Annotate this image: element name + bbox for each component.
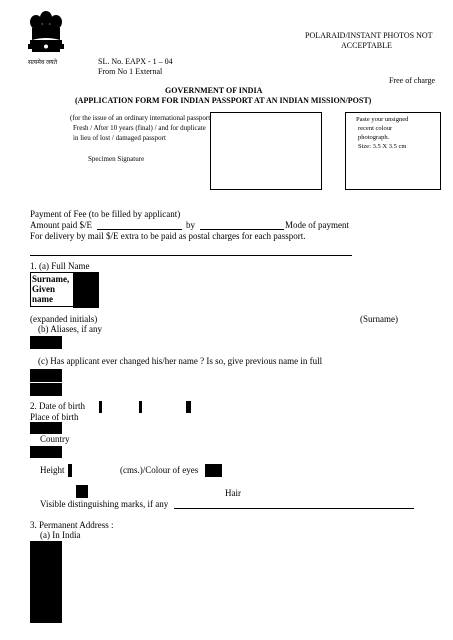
photo-instruction-4: Size: 3.5 X 3.5 cm: [358, 143, 407, 150]
character-box[interactable]: [61, 582, 62, 596]
character-box[interactable]: [61, 542, 62, 556]
form-title-line2: (APPLICATION FORM FOR INDIAN PASSPORT AT AN INDIAN MISSION/POST): [75, 96, 372, 105]
cms-eyes-label: (cms.)/Colour of eyes: [120, 465, 199, 475]
permanent-address-heading: 3. Permanent Address :: [30, 520, 114, 530]
character-box-row: [187, 402, 191, 413]
character-box[interactable]: [61, 370, 62, 382]
character-box-row: [31, 555, 62, 569]
expanded-initials-label: (expanded initials): [30, 314, 98, 324]
hair-label: Hair: [225, 488, 241, 498]
character-box[interactable]: [101, 402, 102, 413]
character-box-row: [31, 609, 62, 623]
character-box-table[interactable]: [76, 485, 88, 498]
character-box[interactable]: [61, 337, 62, 349]
character-box-table[interactable]: [186, 401, 191, 413]
character-box-table[interactable]: [30, 336, 62, 349]
character-box-row: [31, 384, 62, 396]
character-box[interactable]: [61, 596, 62, 610]
character-box-row: [31, 582, 62, 596]
date-of-birth-label: 2. Date of birth: [30, 401, 85, 411]
character-box-table[interactable]: [30, 446, 62, 458]
amount-paid-line[interactable]: [97, 229, 182, 230]
character-box-table[interactable]: [30, 541, 62, 623]
purpose-line1: (for the issue of an ordinary international passport: [70, 114, 211, 122]
character-box-row: [100, 402, 102, 413]
surname-right-label: (Surname): [360, 314, 398, 324]
country-label: Country: [40, 434, 70, 444]
national-emblem: [20, 6, 72, 68]
payment-divider: [30, 255, 352, 256]
character-box-row: [31, 542, 62, 556]
character-box-row: [140, 402, 142, 413]
form-number: From No 1 External: [98, 67, 163, 76]
changed-name-label: (c) Has applicant ever changed his/her name ? Is so, give previous name in full: [38, 356, 323, 366]
character-box-row: [69, 465, 72, 477]
character-box[interactable]: [221, 465, 222, 477]
serial-number: SL. No. EAPX - 1 – 04: [98, 57, 173, 66]
distinguishing-marks-label: Visible distinguishing marks, if any: [40, 499, 169, 509]
full-name-heading: 1. (a) Full Name: [30, 261, 90, 271]
payment-heading: Payment of Fee (to be filled by applicant): [30, 209, 181, 219]
character-box[interactable]: [98, 284, 99, 296]
character-box-table[interactable]: [30, 383, 62, 396]
character-box[interactable]: [61, 569, 62, 583]
character-box-row: [31, 337, 62, 349]
by-line[interactable]: [200, 229, 284, 230]
character-box[interactable]: [190, 402, 191, 413]
character-box-row: [206, 465, 222, 477]
polaroid-note-line2: ACCEPTABLE: [341, 41, 392, 50]
character-box-row: [31, 370, 62, 382]
character-box-table[interactable]: [73, 272, 99, 308]
free-of-charge: Free of charge: [389, 76, 436, 85]
character-box[interactable]: [61, 423, 62, 434]
character-box[interactable]: [87, 486, 88, 498]
aliases-label: (b) Aliases, if any: [38, 324, 102, 334]
mode-of-payment-label: Mode of payment: [285, 220, 349, 230]
character-box-table[interactable]: [99, 401, 102, 413]
character-box[interactable]: [61, 555, 62, 569]
specimen-signature-label: Specimen Signature: [88, 155, 145, 163]
character-box-table[interactable]: [205, 464, 222, 477]
name-label: name: [32, 294, 53, 304]
distinguishing-marks-line[interactable]: [174, 508, 414, 509]
character-box-table[interactable]: [68, 464, 72, 477]
given-label: Given: [32, 284, 56, 294]
character-box-row: [74, 284, 99, 296]
character-box-row: [77, 486, 88, 498]
in-india-label: (a) In India: [40, 530, 81, 540]
purpose-line2: Fresh / After 10 years (final) / and for duplicate: [73, 124, 206, 132]
emblem-caption: सत्यमेव जयते: [28, 60, 58, 66]
place-of-birth-label: Place of birth: [30, 412, 79, 422]
character-box[interactable]: [61, 447, 62, 458]
character-box-table[interactable]: [30, 422, 62, 434]
character-box-table[interactable]: [30, 369, 62, 382]
polaroid-note-line1: POLARAID/INSTANT PHOTOS NOT: [305, 31, 433, 40]
photo-instruction-1: Paste your unsigned: [356, 116, 409, 123]
form-title-line1: GOVERNMENT OF INDIA: [165, 86, 263, 95]
surname-label: Surname,: [32, 274, 70, 284]
character-box-table[interactable]: [139, 401, 142, 413]
character-box-row: [31, 447, 62, 458]
character-box[interactable]: [61, 609, 62, 623]
character-box[interactable]: [98, 273, 99, 285]
character-box[interactable]: [71, 465, 72, 477]
photo-instruction-3: photograph.: [358, 134, 390, 141]
character-box-row: [74, 273, 99, 285]
purpose-line3: in lieu of lost / damaged passport: [73, 134, 166, 142]
photo-instruction-2: recent colour: [358, 125, 393, 132]
height-label: Height: [40, 465, 65, 475]
character-box-row: [74, 296, 99, 308]
photo-box[interactable]: [345, 112, 441, 190]
amount-paid-label: Amount paid $/E: [30, 220, 92, 230]
signature-box[interactable]: [210, 112, 322, 190]
character-box-row: [31, 569, 62, 583]
lion-capital-icon: [20, 6, 72, 58]
postal-charges-note: For delivery by mail $/E extra to be paid as postal charges for each passport.: [30, 231, 306, 241]
character-box-row: [31, 423, 62, 434]
character-box-row: [31, 596, 62, 610]
character-box[interactable]: [98, 296, 99, 308]
character-box[interactable]: [141, 402, 142, 413]
character-box[interactable]: [61, 384, 62, 396]
by-label: by: [186, 220, 195, 230]
